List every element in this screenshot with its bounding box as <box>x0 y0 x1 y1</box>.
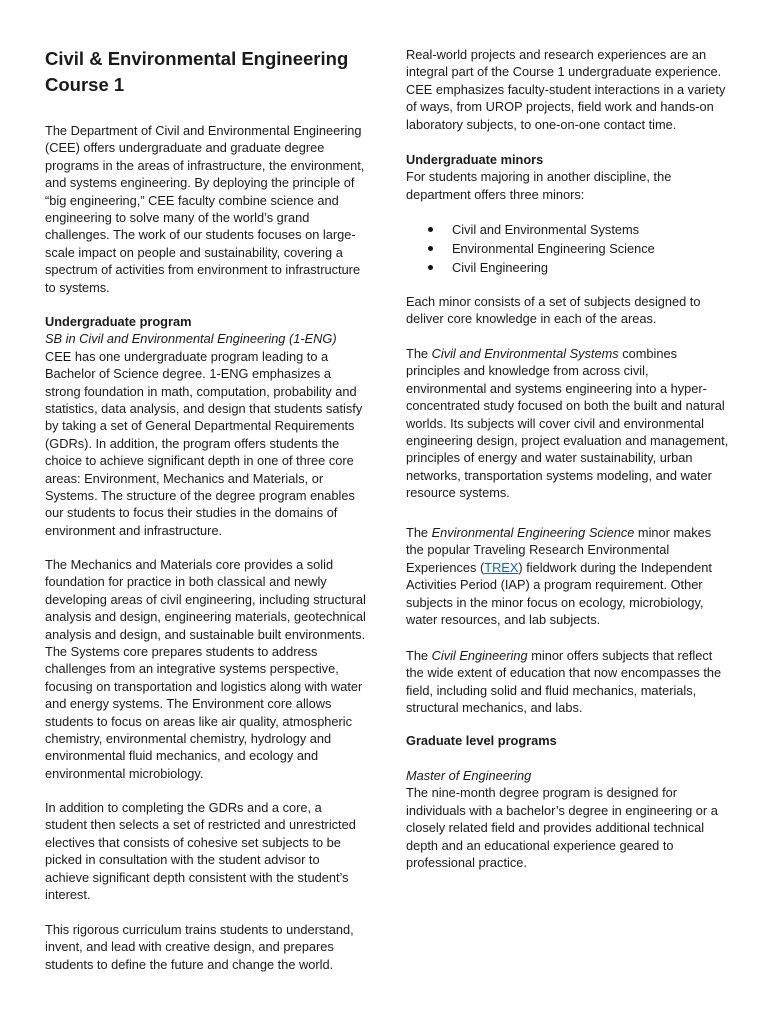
meng-section <box>406 767 731 871</box>
minors-intro: For students majoring in another discipline, the department offers three minors: <box>406 169 672 202</box>
ces-rest: combines principles and knowledge from across civil, environmental and systems engineering into a hyper-concentrated study focused on both the built and natural worlds. Its subjects will cover civil and environmental engineering design, project evaluation and management, principles of energy and water sustainability, urban networks, transportation systems modeling, and water resource systems. <box>406 346 729 501</box>
ce-rest: minor offers subjects that reflect the wide extent of education that now encompasses the field, including solid and fluid mechanics, materials, structural mechanics, and labs. <box>406 648 722 716</box>
list-item: Civil and Environmental Systems <box>406 221 731 240</box>
list-item: Civil Engineering <box>406 259 731 278</box>
gdr-paragraph: In addition to completing the GDRs and a core, a student then selects a set of restricted and unrestricted electives that consists of cohesive set subjects to be picked in consultation with the student advisor to achieve significant depth consistent with the student’s interest. <box>45 800 356 903</box>
ees-rest: ) fieldwork during the Independent Activities Period (IAP) a program requirement. Other subjects in the minor focus on ecology, microbiology, water resources, and lab subjects. <box>406 559 712 628</box>
ce-paragraph <box>406 647 731 717</box>
ces-name: Civil and Environmental Systems <box>431 346 619 361</box>
rigorous-paragraph: This rigorous curriculum trains students to understand, invent, and lead with creative design, and prepares students to define the future and change the world. <box>45 922 354 972</box>
ces-paragraph <box>406 345 731 502</box>
minor-summary: Each minor consists of a set of subjects designed to deliver core knowledge in each of the areas. <box>406 294 701 327</box>
minors-list <box>406 221 731 278</box>
ees-paragraph <box>406 524 731 628</box>
title-line-2: Course 1 <box>45 74 125 95</box>
minors-heading: Undergraduate minors <box>406 152 544 167</box>
undergrad-heading: Undergraduate program <box>45 314 192 329</box>
meng-heading: Master of Engineering <box>406 768 532 783</box>
ces-prefix: The <box>406 346 432 361</box>
undergrad-section <box>45 313 367 539</box>
meng-body: The nine-month degree program is designed for individuals with a bachelor’s degree in engineering or a closely related field and provides additional technical depth and an educational experience geared to professional practice. <box>406 785 718 871</box>
ees-mid: minor makes the popular Traveling Research Environmental Experiences ( <box>406 525 712 575</box>
list-item: Environmental Engineering Science <box>406 240 731 259</box>
undergrad-subheading: SB in Civil and Environmental Engineering (1-ENG) <box>45 331 337 347</box>
title-line-1: Civil & Environmental Engineering <box>45 48 349 69</box>
trex-link[interactable]: TREX <box>484 559 519 575</box>
page-title <box>45 46 367 98</box>
ees-prefix: The <box>406 525 432 540</box>
realworld-paragraph: Real-world projects and research experiences are an integral part of the Course 1 undergraduate experience. CEE emphasizes faculty-student interactions in a variety of ways, from UROP projects, field work and hands-on laboratory subjects, to one-on-one contact time. <box>406 47 726 132</box>
undergrad-body: CEE has one undergraduate program leading to a Bachelor of Science degree. 1-ENG emphasizes a strong foundation in math, computation, probability and statistics, data analysis, and design that students satisfy by taking a set of General Departmental Requirements (GDRs). In addition, the program offers students the choice to achieve significant depth in one of three core areas: Environment, Mechanics and Materials, or Systems. The structure of the degree program enables our students to focus their studies in the domains of environment and infrastructure. <box>45 348 363 538</box>
grad-heading: Graduate level programs <box>406 733 557 748</box>
ees-name: Environmental Engineering Science <box>431 525 635 540</box>
ce-name: Civil Engineering <box>431 648 528 663</box>
mechanics-paragraph: The Mechanics and Materials core provides a solid foundation for practice in both classical and newly developing areas of civil engineering, including structural analysis and design, engineering materials, geotechnical analysis and design, and sustainable built environments. The Systems core prepares students to address challenges from an integrative systems perspective, focusing on transportation and logistics along with water and energy systems. The Environment core allows students to focus on areas like air quality, atmospheric chemistry, environmental chemistry, hydrology and environmental fluid mechanics, and ecology and environmental microbiology. <box>45 557 366 781</box>
ce-prefix: The <box>406 648 432 663</box>
minors-section <box>406 151 731 203</box>
intro-paragraph: The Department of Civil and Environmental Engineering (CEE) offers undergraduate and graduate degree programs in the areas of infrastructure, the environment, and systems engineering. By deploying the principle of “big engineering,” CEE faculty combine science and engineering to solve many of the world’s grand challenges. The work of our students focuses on large-scale impact on people and sustainability, covering a spectrum of activities from environment to infrastructure to systems. <box>45 123 365 295</box>
